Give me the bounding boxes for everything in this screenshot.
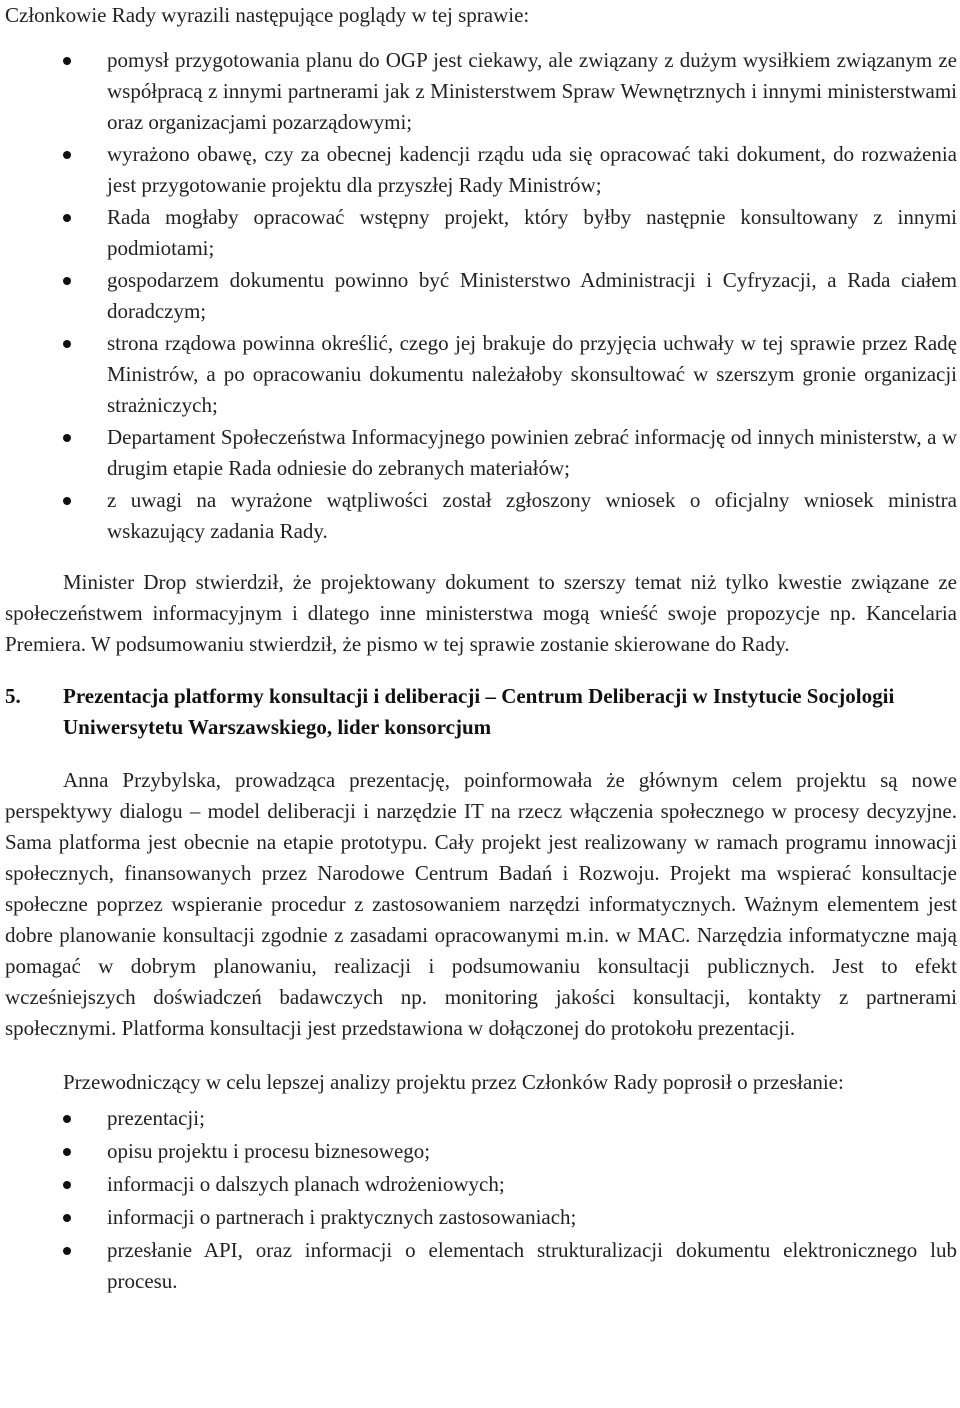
bullet-icon (63, 57, 71, 65)
chair-paragraph: Przewodniczący w celu lepszej analizy projektu przez Członków Rady poprosił o przesłanie: (63, 1070, 844, 1094)
list-item-text: z uwagi na wyrażone wątpliwości został zgłoszony wniosek o oficjalny wniosek ministra wskazujący zadania Rady. (107, 488, 957, 543)
list-item (5, 1169, 957, 1200)
list-item (5, 1136, 957, 1167)
list-item-text: opisu projektu i procesu biznesowego; (107, 1139, 431, 1163)
bullet-icon (63, 151, 71, 159)
list-item-text: gospodarzem dokumentu powinno być Ministerstwo Administracji i Cyfryzacji, a Rada ciałem doradczym; (107, 268, 957, 323)
list-item-text: informacji o dalszych planach wdrożeniowych; (107, 1172, 505, 1196)
intro-paragraph: Członkowie Rady wyrazili następujące poglądy w tej sprawie: (5, 3, 530, 27)
bullet-icon (63, 1214, 71, 1222)
bullet-icon (63, 1148, 71, 1156)
list-item (5, 328, 957, 421)
list-item-text: pomysł przygotowania planu do OGP jest ciekawy, ale związany z dużym wysiłkiem związanym ze współpracą z innymi partnerami jak z Ministerstwem Spraw Wewnętrznych i innymi ministerstwami oraz organizacjami pozarządowymi; (107, 48, 957, 134)
list-item (5, 1235, 957, 1297)
bullet-icon (63, 434, 71, 442)
bullet-icon (63, 277, 71, 285)
bullet-icon (63, 1115, 71, 1123)
bullet-icon (63, 497, 71, 505)
section-number: 5. (5, 684, 21, 708)
list-item (5, 139, 957, 201)
document-page (5, 0, 957, 1299)
list-item-text: Departament Społeczeństwa Informacyjnego powinien zebrać informację od innych ministerstw, a w drugim etapie Rada odniesie do zebranych materiałów; (107, 425, 957, 480)
list-item-text: przesłanie API, oraz informacji o elementach strukturalizacji dokumentu elektronicznego lub procesu. (107, 1238, 957, 1293)
list-item (5, 1103, 957, 1134)
list-item (5, 202, 957, 264)
bullet-icon (63, 214, 71, 222)
section-title: Prezentacja platformy konsultacji i deliberacji – Centrum Deliberacji w Instytucie Socjologii Uniwersytetu Warszawskiego, lider konsorcjum (63, 684, 895, 739)
requests-list (5, 1103, 957, 1297)
bullet-icon (63, 1247, 71, 1255)
list-item (5, 422, 957, 484)
views-list (5, 45, 957, 547)
bullet-icon (63, 1181, 71, 1189)
list-item-text: informacji o partnerach i praktycznych zastosowaniach; (107, 1205, 577, 1229)
list-item-text: Rada mogłaby opracować wstępny projekt, który byłby następnie konsultowany z innymi podmiotami; (107, 205, 957, 260)
list-item-text: strona rządowa powinna określić, czego jej brakuje do przyjęcia uchwały w tej sprawie przez Radę Ministrów, a po opracowaniu dokumentu należałoby skonsultować w szerszym gronie organizacji strażniczych; (107, 331, 957, 417)
section-heading (5, 681, 957, 743)
list-item-text: wyrażono obawę, czy za obecnej kadencji rządu uda się opracować taki dokument, do rozważenia jest przygotowanie projektu dla przyszłej Rady Ministrów; (107, 142, 957, 197)
list-item (5, 45, 957, 138)
minister-paragraph: Minister Drop stwierdził, że projektowany dokument to szerszy temat niż tylko kwestie związane ze społeczeństwem informacyjnym i dlatego inne ministerstwa mogą wnieść swoje propozycje np. Kancelaria Premiera. W podsumowaniu stwierdził, że pismo w tej sprawie zostanie skierowane do Rady. (5, 570, 957, 656)
presentation-paragraph: Anna Przybylska, prowadząca prezentację, poinformowała że głównym celem projektu są nowe perspektywy dialogu – model deliberacji i narzędzie IT na rzecz włączenia społecznego w procesy decyzyjne. Sama platforma jest obecnie na etapie prototypu. Cały projekt jest realizowany w ramach programu innowacji społecznych, finansowanych przez Narodowe Centrum Badań i Rozwoju. Projekt ma wspierać konsultacje społeczne poprzez wspieranie procedur z zastosowaniem narzędzi informatycznych. Ważnym elementem jest dobre planowanie konsultacji zgodnie z zasadami opracowanymi m.in. w MAC. Narzędzia informatyczne mają pomagać w dobrym planowaniu, realizacji i podsumowaniu konsultacji publicznych. Jest to efekt wcześniejszych doświadczeń badawczych np. monitoring jakości konsultacji, kontakty z partnerami społecznymi. Platforma konsultacji jest przedstawiona w dołączonej do protokołu prezentacji. (5, 768, 957, 1040)
list-item (5, 485, 957, 547)
list-item (5, 265, 957, 327)
bullet-icon (63, 340, 71, 348)
list-item-text: prezentacji; (107, 1106, 205, 1130)
list-item (5, 1202, 957, 1233)
